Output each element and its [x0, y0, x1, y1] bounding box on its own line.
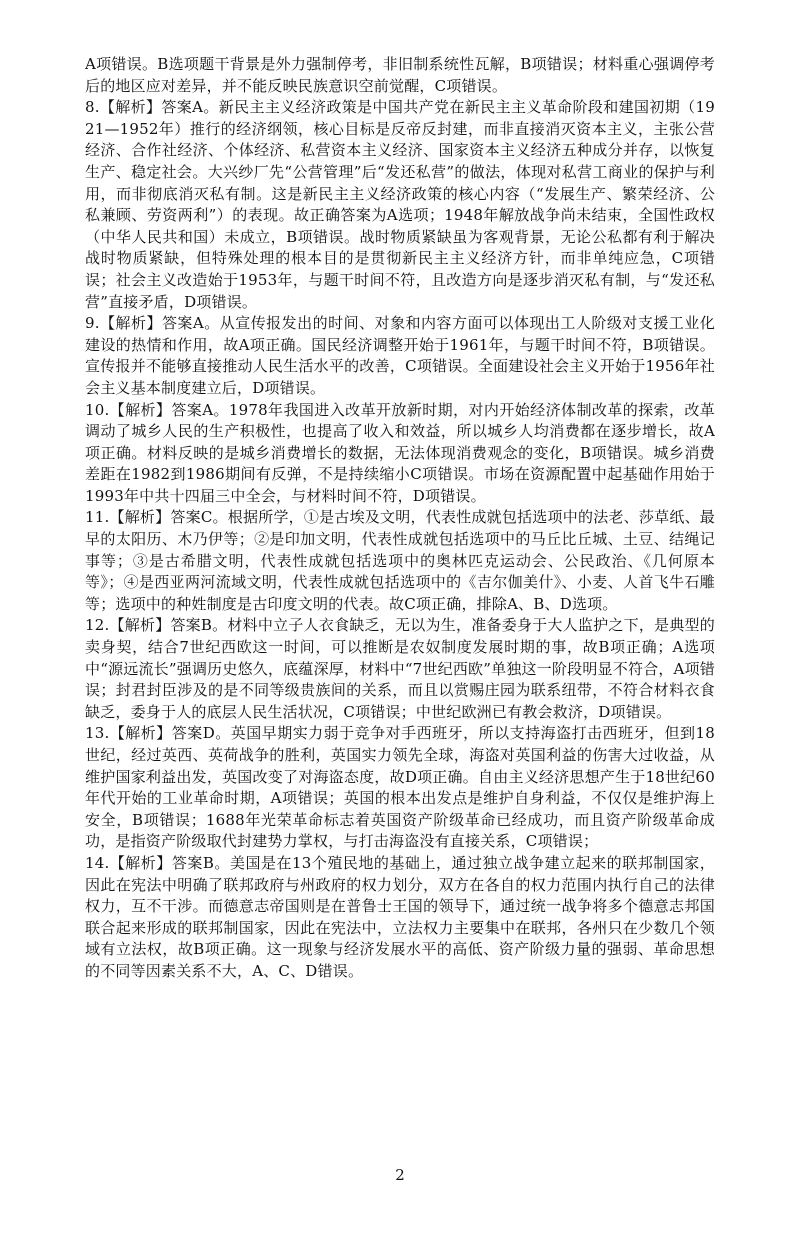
paragraph: 12.【解析】答案B。材料中立子人衣食缺乏，无以为生，准备委身于大人监护之下，是典型的卖身契，结合7世纪西欧这一时间，可以推断是农奴制度发展时期的事，故B项正确；A选项中“源远流长”强调历史悠久，底蕴深厚，材料中“7世纪西欧”单独这一阶段明显不符合，A项错误；封君封臣涉及的是不同等级贵族间的关系，而且以赏赐庄园为联系纽带，不符合材料衣食缺乏，委身于人的底层人民生活状况，C项错误；中世纪欧洲已有教会救济，D项错误。	[85, 616, 715, 721]
paragraph: 13.【解析】答案D。英国早期实力弱于竞争对手西班牙，所以支持海盗打击西班牙，但到18世纪，经过英西、英荷战争的胜利，英国实力领先全球，海盗对英国利益的伤害大过收益，从维护国家利益出发，英国改变了对海盗态度，故D项正确。自由主义经济思想产生于18世纪60年代开始的工业革命时期，A项错误；英国的根本出发点是维护自身利益，不仅仅是维护海上安全，B项错误；1688年光荣革命标志着英国资产阶级革命已经成功，而且资产阶级革命成功，是指资产阶级取代封建势力掌权，与打击海盗没有直接关系，C项错误；	[85, 724, 715, 851]
paragraph: 10.【解析】答案A。1978年我国进入改革开放新时期，对内开始经济体制改革的探索，改革调动了城乡人民的生产积极性，也提高了收入和效益，所以城乡人均消费都在逐步增长，故A项正确。材料反映的是城乡消费增长的数据，无法体现消费观念的变化，B项错误。城乡消费差距在1982到1986期间有反弹，不是持续缩小C项错误。市场在资源配置中起基础作用始于1993年中共十四届三中全会，与材料时间不符，D项错误。	[85, 400, 715, 505]
paragraph: 14.【解析】答案B。美国是在13个殖民地的基础上，通过独立战争建立起来的联邦制国家，因此在宪法中明确了联邦政府与州政府的权力划分，双方在各自的权力范围内执行自己的法律权力，互不干涉。而德意志帝国则是在普鲁士王国的领导下，通过统一战争将多个德意志邦国联合起来形成的联邦制国家，因此在宪法中，立法权力主要集中在联邦，各州只在少数几个领域有立法权，故B项正确。这一现象与经济发展水平的高低、资产阶级力量的强弱、革命思想的不同等因素关系不大，A、C、D错误。	[85, 853, 715, 980]
page-number: 2	[395, 1166, 405, 1184]
paragraph: 9.【解析】答案A。从宣传报发出的时间、对象和内容方面可以体现出工人阶级对支援工业化建设的热情和作用，故A项正确。国民经济调整开始于1961年，与题干时间不符，B项错误。宣传报并不能够直接推动人民生活水平的改善，C项错误。全面建设社会主义开始于1956年社会主义基本制度建立后，D项错误。	[85, 314, 715, 397]
paragraph: 11.【解析】答案C。根据所学，①是古埃及文明，代表性成就包括选项中的法老、莎草纸、最早的太阳历、木乃伊等；②是印加文明，代表性成就包括选项中的马丘比丘城、土豆、结绳记事等；③是古希腊文明，代表性成就包括选项中的奥林匹克运动会、公民政治、《几何原本等》；④是西亚两河流域文明，代表性成就包括选项中的《吉尔伽美什》、小麦、人首飞牛石雕等；选项中的种姓制度是古印度文明的代表。故C项正确，排除A、B、D选项。	[85, 508, 715, 613]
paragraph: A项错误。B选项题干背景是外力强制停考，非旧制系统性瓦解，B项错误；材料重心强调停考后的地区应对差异，并不能反映民族意识空前觉醒，C项错误。	[85, 55, 715, 95]
paragraph: 8.【解析】答案A。新民主主义经济政策是中国共产党在新民主主义革命阶段和建国初期（1921—1952年）推行的经济纲领，核心目标是反帝反封建，而非直接消灭资本主义，主张公营经济、合作社经济、个体经济、私营资本主义经济、国家资本主义经济五种成分并存，以恢复生产、稳定社会。大兴纱厂先“公营管理”后“发还私营”的做法，体现对私营工商业的保护与利用，而非彻底消灭私有制。这是新民主主义经济政策的核心内容（“发展生产、繁荣经济、公私兼顾、劳资两利”）的表现。故正确答案为A选项；1948年解放战争尚未结束，全国性政权（中华人民共和国）未成立，B项错误。战时物质紧缺虽为客观背景，无论公私都有利于解决战时物质紧缺，但特殊处理的根本目的是贯彻新民主主义经济方针，而非单纯应急，C项错误；社会主义改造始于1953年，与题干时间不符，且改造方向是逐步消灭私有制，与“发还私营”直接矛盾，D项错误。	[85, 98, 715, 311]
answer-explanations	[85, 54, 715, 983]
